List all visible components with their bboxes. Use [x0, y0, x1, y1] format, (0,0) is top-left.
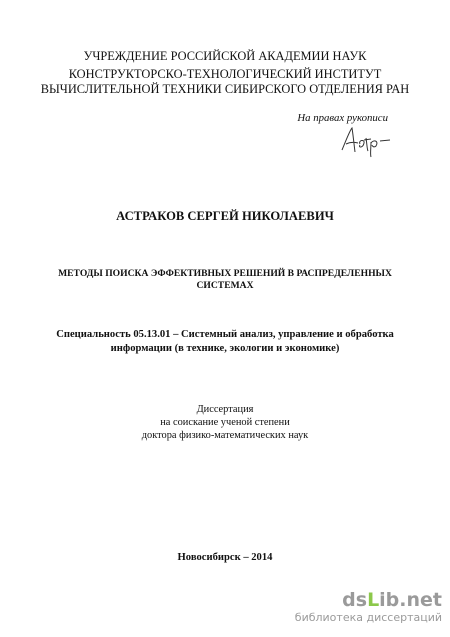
dissertation-title [0, 268, 450, 292]
specialty-line-1: Специальность 05.13.01 – Системный анализ, управление и обработка [56, 329, 394, 340]
handwritten-signature [338, 124, 394, 158]
logo-suffix: ib.net [379, 589, 442, 611]
logo-prefix: ds [342, 589, 368, 611]
city-year: Новосибирск – 2014 [177, 552, 273, 563]
degree-line-2: на соискание ученой степени [160, 417, 290, 428]
title-line-1: МЕТОДЫ ПОИСКА ЭФФЕКТИВНЫХ РЕШЕНИЙ В РАСПРЕДЕЛЕННЫХ [58, 268, 392, 279]
degree-line-1: Диссертация [196, 404, 254, 415]
title-line-2: СИСТЕМАХ [196, 280, 254, 291]
specialty-line-2: информации (в технике, экологии и экономике) [110, 343, 340, 354]
author-name: АСТРАКОВ СЕРГЕЙ НИКОЛАЕВИЧ [116, 209, 334, 223]
institution-line-2: КОНСТРУКТОРСКО-ТЕХНОЛОГИЧЕСКИЙ ИНСТИТУТ [68, 67, 382, 81]
institution-line-3: ВЫЧИСЛИТЕЛЬНОЙ ТЕХНИКИ СИБИРСКОГО ОТДЕЛЕНИЯ РАН [40, 82, 410, 96]
dslib-logo [295, 590, 442, 610]
logo-mid: L [367, 589, 380, 611]
institution-line-1: УЧРЕЖДЕНИЕ РОССИЙСКОЙ АКАДЕМИИ НАУК [83, 49, 367, 63]
watermark-subtitle: библиотека диссертаций [294, 611, 442, 624]
degree-line-3: доктора физико-математических наук [141, 430, 309, 441]
dslib-watermark [295, 590, 442, 624]
manuscript-note: На правах рукописи [297, 112, 388, 124]
